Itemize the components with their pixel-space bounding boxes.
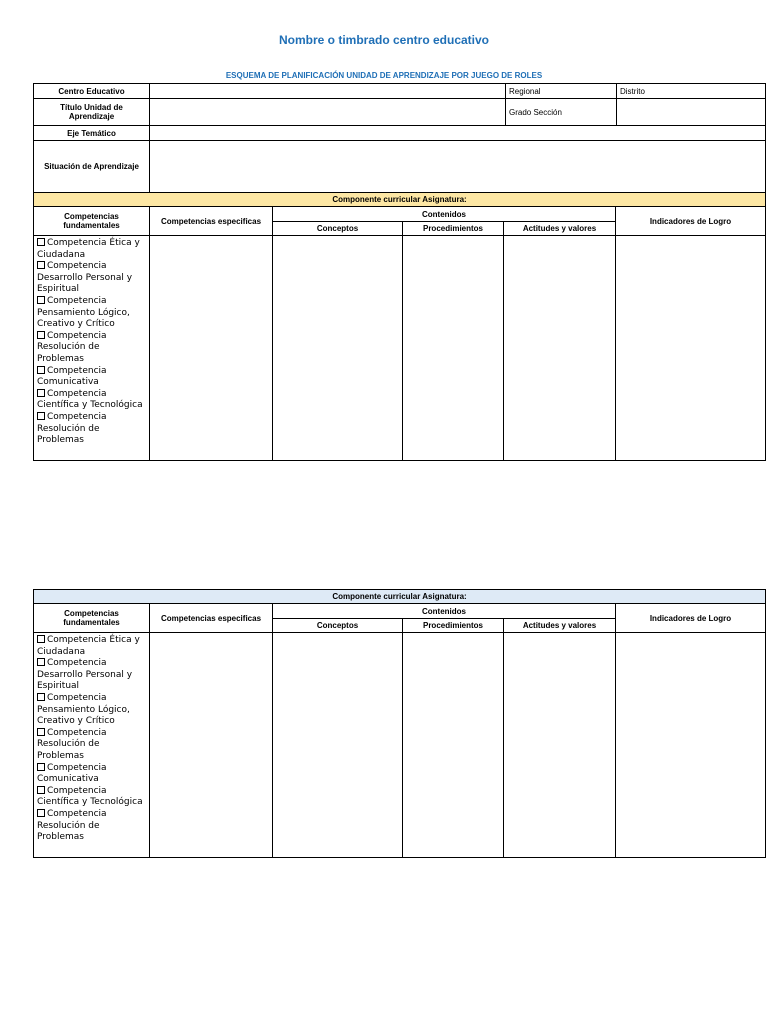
competencia-item[interactable]: Competencia Científica y Tecnológica — [37, 785, 143, 808]
conceptos-header: Conceptos — [273, 222, 403, 236]
checkbox-icon[interactable] — [37, 331, 45, 339]
indicadores-header: Indicadores de Logro — [616, 207, 766, 236]
planning-table-1 — [33, 192, 766, 461]
competencia-item[interactable]: Competencia Desarrollo Personal y Espiritual — [37, 261, 133, 295]
info-table — [33, 83, 766, 193]
competencia-item[interactable]: Competencia Científica y Tecnológica — [37, 388, 143, 411]
checkbox-icon[interactable] — [37, 786, 45, 794]
eje-tematico-label: Eje Temático — [34, 126, 150, 141]
competencia-item[interactable]: Competencia Comunicativa — [37, 762, 107, 785]
checkbox-icon[interactable] — [37, 728, 45, 736]
procedimientos-cell[interactable] — [403, 633, 504, 858]
competencia-item[interactable]: Competencia Pensamiento Lógico, Creativo y Crítico — [37, 692, 130, 727]
checkbox-icon[interactable] — [37, 296, 45, 304]
checkbox-icon[interactable] — [37, 412, 45, 420]
contenidos-header: Contenidos — [273, 604, 616, 619]
eje-tematico-field[interactable] — [150, 126, 766, 141]
competencias-especificas-header: Competencias especificas — [150, 604, 273, 633]
grado-seccion-field[interactable]: Grado Sección — [506, 99, 617, 126]
conceptos-header: Conceptos — [273, 619, 403, 633]
situacion-field[interactable] — [150, 141, 766, 193]
titulo-unidad-field[interactable] — [150, 99, 506, 126]
situacion-label: Situación de Aprendizaje — [34, 141, 150, 193]
page-subtitle: ESQUEMA DE PLANIFICACIÓN UNIDAD DE APRENDIZAJE POR JUEGO DE ROLES — [225, 71, 543, 80]
checkbox-icon[interactable] — [37, 658, 45, 666]
indicadores-cell[interactable] — [616, 236, 766, 461]
componente-curricular-band: Componente curricular Asignatura: — [34, 193, 766, 207]
checkbox-icon[interactable] — [37, 366, 45, 374]
distrito-field[interactable]: Distrito — [617, 84, 766, 99]
procedimientos-header: Procedimientos — [403, 619, 504, 633]
competencia-item[interactable]: Competencia Pensamiento Lógico, Creativo y Crítico — [37, 295, 130, 330]
competencia-item[interactable]: Competencia Resolución de Problemas — [37, 330, 107, 364]
competencias-especificas-cell[interactable] — [150, 236, 273, 461]
componente-curricular-band: Componente curricular Asignatura: — [34, 590, 766, 604]
actitudes-header: Actitudes y valores — [504, 619, 616, 633]
centro-educativo-label: Centro Educativo — [34, 84, 150, 99]
actitudes-cell[interactable] — [504, 633, 616, 858]
competencias-fundamentales-header: Competencias fundamentales — [34, 604, 150, 633]
indicadores-header: Indicadores de Logro — [616, 604, 766, 633]
competencias-list — [34, 236, 150, 461]
procedimientos-header: Procedimientos — [403, 222, 504, 236]
competencias-especificas-header: Competencias especificas — [150, 207, 273, 236]
competencia-item[interactable]: Competencia Resolución de Problemas — [37, 808, 107, 843]
competencias-list — [34, 633, 150, 858]
checkbox-icon[interactable] — [37, 809, 45, 817]
competencias-especificas-cell[interactable] — [150, 633, 273, 858]
competencia-item[interactable]: Competencia Ética y Ciudadana — [37, 635, 140, 657]
centro-educativo-field[interactable] — [150, 84, 506, 99]
procedimientos-cell[interactable] — [403, 236, 504, 461]
checkbox-icon[interactable] — [37, 238, 45, 246]
checkbox-icon[interactable] — [37, 693, 45, 701]
actitudes-header: Actitudes y valores — [504, 222, 616, 236]
competencia-item[interactable]: Competencia Resolución de Problemas — [37, 411, 107, 446]
contenidos-header: Contenidos — [273, 207, 616, 222]
indicadores-cell[interactable] — [616, 633, 766, 858]
planning-table-2 — [33, 589, 766, 858]
titulo-unidad-label: Título Unidad de Aprendizaje — [34, 99, 150, 126]
competencias-fundamentales-header: Competencias fundamentales — [34, 207, 150, 236]
competencia-item[interactable]: Competencia Ética y Ciudadana — [37, 238, 140, 260]
competencia-item[interactable]: Competencia Comunicativa — [37, 365, 107, 388]
conceptos-cell[interactable] — [273, 633, 403, 858]
grado-seccion-value[interactable] — [617, 99, 766, 126]
conceptos-cell[interactable] — [273, 236, 403, 461]
actitudes-cell[interactable] — [504, 236, 616, 461]
checkbox-icon[interactable] — [37, 389, 45, 397]
competencia-item[interactable]: Competencia Resolución de Problemas — [37, 727, 107, 761]
checkbox-icon[interactable] — [37, 763, 45, 771]
regional-field[interactable]: Regional — [506, 84, 617, 99]
checkbox-icon[interactable] — [37, 261, 45, 269]
page-title: Nombre o timbrado centro educativo — [278, 33, 490, 47]
competencia-item[interactable]: Competencia Desarrollo Personal y Espiritual — [37, 658, 133, 692]
checkbox-icon[interactable] — [37, 635, 45, 643]
